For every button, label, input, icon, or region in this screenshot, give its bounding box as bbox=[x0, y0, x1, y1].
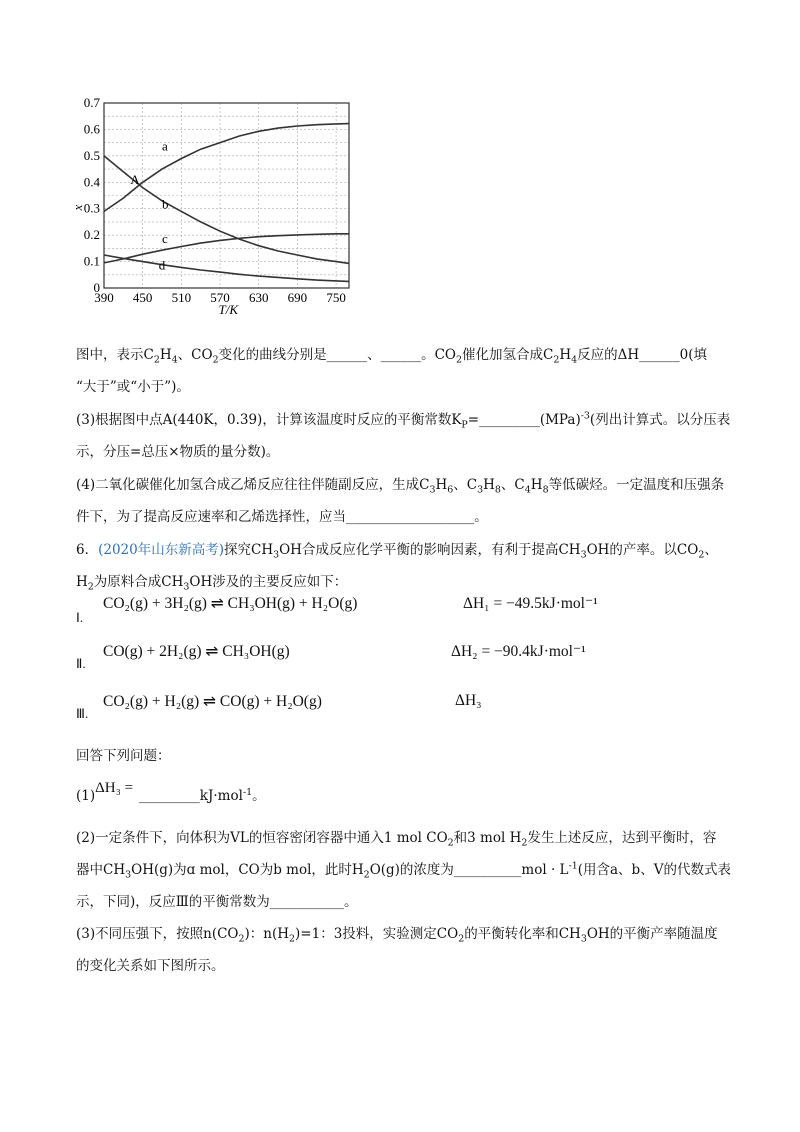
x-tick-label: 570 bbox=[210, 290, 230, 305]
x-tick-label: 690 bbox=[287, 290, 308, 305]
question-line: 件下，为了提高反应速率和乙烯选择性，应当___________________。 bbox=[76, 509, 488, 525]
y-tick-label: 0.6 bbox=[83, 121, 100, 137]
series-label-b: b bbox=[162, 196, 169, 212]
question-line: $H_2$为原料合成$CH_3OH$涉及的主要反应如下： bbox=[76, 574, 348, 593]
x-tick-label: 510 bbox=[171, 290, 192, 305]
reaction-equation: CO(g) + 2H₂(g) ⇌ CH₃OH(g) bbox=[103, 643, 290, 660]
x-axis-label: T/K bbox=[218, 302, 239, 317]
question-line: (3)根据图中点A(440K，0.39)，计算该温度时反应的平衡常数$K_P=\_\_\_\_\_\_\_\_\_(MPa)^{-3}$(列出计算式。以分压表 bbox=[76, 410, 731, 431]
reaction-numeral: Ⅱ. bbox=[76, 656, 86, 671]
xt-chart bbox=[0, 0, 800, 320]
question-line: 示，下同)，反应Ⅲ的平衡常数为___________。 bbox=[76, 894, 358, 910]
reaction-enthalpy: ΔH₂ = −90.4kJ·mol⁻¹ bbox=[451, 643, 586, 660]
source-link[interactable]: (2020年山东新高考) bbox=[98, 542, 224, 558]
question-line: 的变化关系如下图所示。 bbox=[76, 958, 225, 974]
y-tick-label: 0.5 bbox=[83, 147, 100, 163]
question-line: (1)ΔH₃ = _________kJ·mol$^{-1}$。 bbox=[76, 780, 266, 804]
question-line: 回答下列问题： bbox=[76, 748, 171, 764]
reaction-enthalpy: ΔH₃ bbox=[455, 692, 482, 709]
y-tick-label: 0.4 bbox=[83, 174, 100, 190]
y-tick-label: 0.3 bbox=[83, 200, 100, 216]
x-tick-label: 630 bbox=[248, 290, 269, 305]
question-line: 6．(2020年山东新高考)探究$CH_3OH$合成反应化学平衡的影响因素，有利于提高$CH_3OH$的产率。以$CO_2$、 bbox=[76, 542, 718, 561]
chart-grid bbox=[104, 103, 349, 288]
reaction-equation: CO₂(g) + 3H₂(g) ⇌ CH₃OH(g) + H₂O(g) bbox=[103, 595, 358, 612]
y-tick-label: 0 bbox=[93, 280, 100, 295]
question-line: 图中，表示$C_2H_4$、$CO_2$变化的曲线分别是______、______。$CO_2$催化加氢合成$C_2H_4$反应的ΔH______0(填 bbox=[76, 347, 708, 366]
question-line: 示，分压=总压×物质的量分数)。 bbox=[76, 444, 280, 460]
point-label: A bbox=[130, 171, 140, 187]
reaction-numeral: Ⅰ. bbox=[76, 610, 84, 625]
reaction-enthalpy: ΔH₁ = −49.5kJ·mol⁻¹ bbox=[463, 595, 598, 612]
x-tick-label: 390 bbox=[94, 290, 114, 305]
x-tick-label: 750 bbox=[326, 290, 346, 305]
series-line-a bbox=[104, 124, 349, 212]
series-label-d: d bbox=[158, 257, 166, 273]
question-line: (2)一定条件下，向体积为VL的恒容密闭容器中通入1 mol $CO_2$和3 mol $H_2$发生上述反应，达到平衡时，容 bbox=[76, 830, 717, 849]
question-line: “大于”或“小于”)。 bbox=[76, 379, 190, 395]
y-axis-label: x bbox=[70, 204, 85, 211]
question-line: (4)二氧化碳催化加氢合成乙烯反应往往伴随副反应，生成$C_3H_6$、$C_3H_8$、$C_4H_8$等低碳烃。一定温度和压强条 bbox=[76, 477, 725, 496]
x-tick-label: 450 bbox=[132, 290, 153, 305]
y-tick-label: 0.2 bbox=[83, 227, 100, 243]
question-line: (3)不同压强下，按照$n(CO_2)$：$n(H_2)=1$：3投料，实验测定$CO_2$的平衡转化率和$CH_3OH$的平衡产率随温度 bbox=[76, 926, 718, 945]
reaction-equation: CO₂(g) + H₂(g) ⇌ CO(g) + H₂O(g) bbox=[103, 693, 322, 710]
reaction-numeral: Ⅲ. bbox=[76, 706, 89, 721]
question-line: 器中$CH_3OH(g)$为ɑ mol，CO为b mol，此时$H_2O(g)$的浓度为__________mol · $L^{-1}$(用含a、b、V的代数式表 bbox=[76, 860, 731, 881]
series-line-b bbox=[104, 156, 349, 264]
series-label-c: c bbox=[162, 231, 168, 247]
y-tick-label: 0.1 bbox=[83, 253, 100, 269]
series-label-a: a bbox=[162, 138, 168, 154]
y-tick-label: 0.7 bbox=[83, 95, 100, 110]
series-line-d bbox=[104, 255, 349, 281]
